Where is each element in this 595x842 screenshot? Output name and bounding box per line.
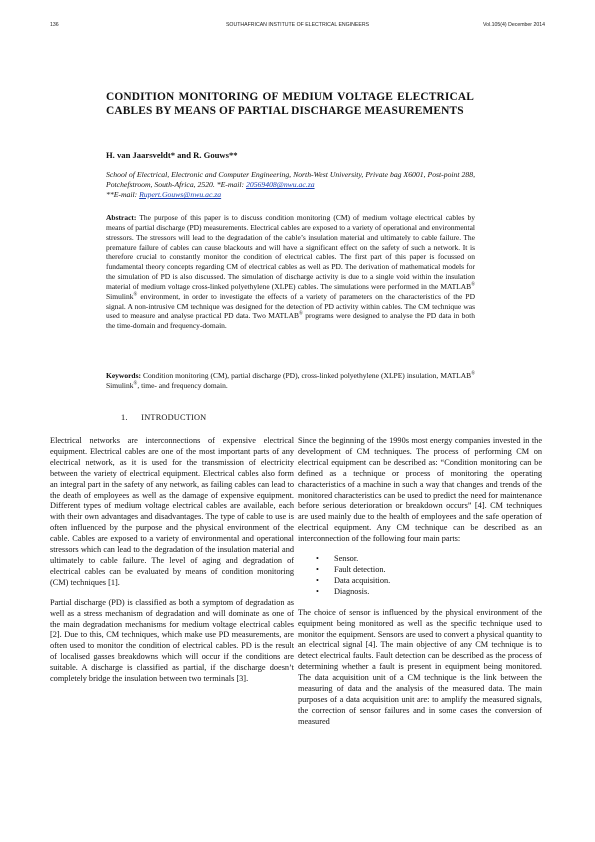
abstract bbox=[106, 213, 475, 331]
bullet-icon: • bbox=[316, 575, 319, 585]
list-item-text: Fault detection. bbox=[334, 564, 386, 574]
paragraph: Since the beginning of the 1990s most energy companies invested in the development of CM techniques. The process of performing CM on electrical equipment can be described as: “Condition monitoring can be defined as a technique or process of monitoring the operating characteristics of a machine in such a way that changes and trends of the monitored characteristics can be used to predict the need for maintenance before serious deterioration or breakdown occurs” [4]. CM techniques are used mainly due to the health of employees and the safe operation of electrical equipment. Any CM technique can be described as an interconnection of the following four main parts: bbox=[298, 436, 542, 544]
left-column bbox=[50, 436, 294, 694]
email-link-1[interactable]: 20569408@nwu.ac.za bbox=[246, 180, 315, 189]
list-item-text: Data acquisition. bbox=[334, 575, 391, 585]
registered-mark: ® bbox=[471, 282, 475, 288]
paragraph: The choice of sensor is influenced by the physical environment of the equipment being monitored as well as the specific technique used to monitor the equipment. Sensors are used to convert a physical quantity to an electrical signal [4]. The main objective of any CM technique is to detect electrical faults. Fault detection can be described as the process of determining whether a fault is present in equipment being monitored. The data acquisition unit of a CM technique is the link between the measuring of data and the analysis of the measured data. The main purposes of a data acquisition unit are: to amplify the measured signals, the correction of sensor failures and in some cases the conversion of measured bbox=[298, 607, 542, 726]
page-number: 136 bbox=[50, 22, 59, 28]
bullet-icon: • bbox=[316, 564, 319, 574]
keywords-text: Condition monitoring (CM), partial discharge (PD), cross-linked polyethylene (XLPE) insulation, MATLAB bbox=[141, 371, 472, 380]
registered-mark: ® bbox=[471, 371, 475, 377]
registered-mark: ® bbox=[299, 311, 303, 317]
list-item bbox=[316, 564, 542, 576]
abstract-label: Abstract: bbox=[106, 213, 137, 222]
affiliation bbox=[106, 170, 475, 200]
abstract-text: programs were designed to analyse the PD data in both the time-domain and frequency-domain. bbox=[106, 311, 475, 331]
keywords-text: , time- and frequency domain. bbox=[137, 381, 228, 390]
paragraph: Electrical networks are interconnections of expensive electrical equipment. Electrical cables are one of the most important parts of any electrical network, as it is used for the transmission of electricity between the variety of electrical equipment. Electrical cables also form an integral part in the safety of any network, as failing cables can lead to the death of employees as well as the damage of expensive equipment. Different types of medium voltage electrical cables are available, each with their own advantages and disadvantages. The type of cable to use is often influenced by the purpose and the physical environment of the cable. Cables are exposed to a variety of environmental and operational stressors which can lead to the degradation of the insulation material and ultimately to cable failure. The level of aging and degradation of electrical cables can be evaluated by means of condition monitoring (CM) techniques [1]. bbox=[50, 436, 294, 587]
keywords bbox=[106, 371, 475, 391]
keywords-label: Keywords: bbox=[106, 371, 141, 380]
abstract-text: Simulink bbox=[106, 291, 134, 301]
keywords-text: Simulink bbox=[106, 381, 134, 390]
volume-info: Vol.105(4) December 2014 bbox=[483, 22, 545, 28]
bullet-icon: • bbox=[316, 586, 319, 596]
abstract-text: environment, in order to investigate the effects of a variety of parameters on the characteristics of the PD signal. A non-intrusive CM technique was designed for the detection of PD activity within cables. The CM technique was used to measure and analyse practical PD data. Two MATLAB bbox=[106, 291, 475, 321]
list-item bbox=[316, 554, 542, 565]
journal-name: SOUTHAFRICAN INSTITUTE OF ELECTRICAL ENGINEERS bbox=[225, 22, 370, 28]
paragraph: Partial discharge (PD) is classified as both a symptom of degradation as well as a stress mechanism of degradation and will dominate as one of the main degradation mechanisms for medium voltage electrical cables [2]. Due to this, CM techniques, which make use PD measurements, are often used to monitor the condition of electrical cables. PD is the result of localised gasses breakdowns which will occur if the conditions are suitable. A discharge is classified as partial, if the discharge doesn’t completely bridge the insulation between two terminals [3]. bbox=[50, 597, 294, 684]
list-item bbox=[316, 586, 542, 598]
section-heading-introduction: 1. INTRODUCTION bbox=[121, 413, 207, 422]
list-item bbox=[316, 575, 542, 587]
right-column bbox=[298, 436, 542, 737]
authors: H. van Jaarsveldt* and R. Gouws** bbox=[106, 150, 238, 160]
cm-parts-list bbox=[298, 554, 542, 598]
bullet-icon: • bbox=[316, 554, 319, 564]
registered-mark: ® bbox=[133, 381, 138, 387]
list-item-text: Diagnosis. bbox=[334, 586, 370, 596]
email-prefix-2: **E-mail: bbox=[106, 190, 140, 199]
paper-title: CONDITION MONITORING OF MEDIUM VOLTAGE ELECTRICAL CABLES BY MEANS OF PARTIAL DISCHARGE MEASUREMENTS bbox=[106, 91, 474, 117]
registered-mark: ® bbox=[133, 292, 138, 298]
affiliation-text: School of Electrical, Electronic and Computer Engineering, North-West University, Private bag X6001, Post-point 288, Potchefstroom, South-Africa, 2520. *E-mail: bbox=[106, 170, 475, 189]
list-item-text: Sensor. bbox=[334, 554, 359, 564]
abstract-text: The purpose of this paper is to discuss condition monitoring (CM) of medium voltage electrical cables by means of partial discharge (PD) measurements. Electrical cables are exposed to a variety of operational and environmental stressors. The stressors will lead to the degradation of the cable’s insulation material and ultimately to cable failure. The premature failure of cables can cause blackouts and will have a significant effect on the safety of such a network. It is therefore crucial to constantly monitor the condition of electrical cables. The first part of this paper is focussed on fundamental theory concepts regarding CM of electrical cables as well as PD. The derivation of mathematical models for the simulation of PD is also discussed. The simulation of discharge activity is due to a single void within the insulation material of medium voltage cross-linked polyethylene (XLPE) cables. The simulations were performed in the MATLAB bbox=[106, 213, 475, 291]
email-link-2[interactable]: Rupert.Gouws@nwu.ac.za bbox=[139, 190, 222, 199]
